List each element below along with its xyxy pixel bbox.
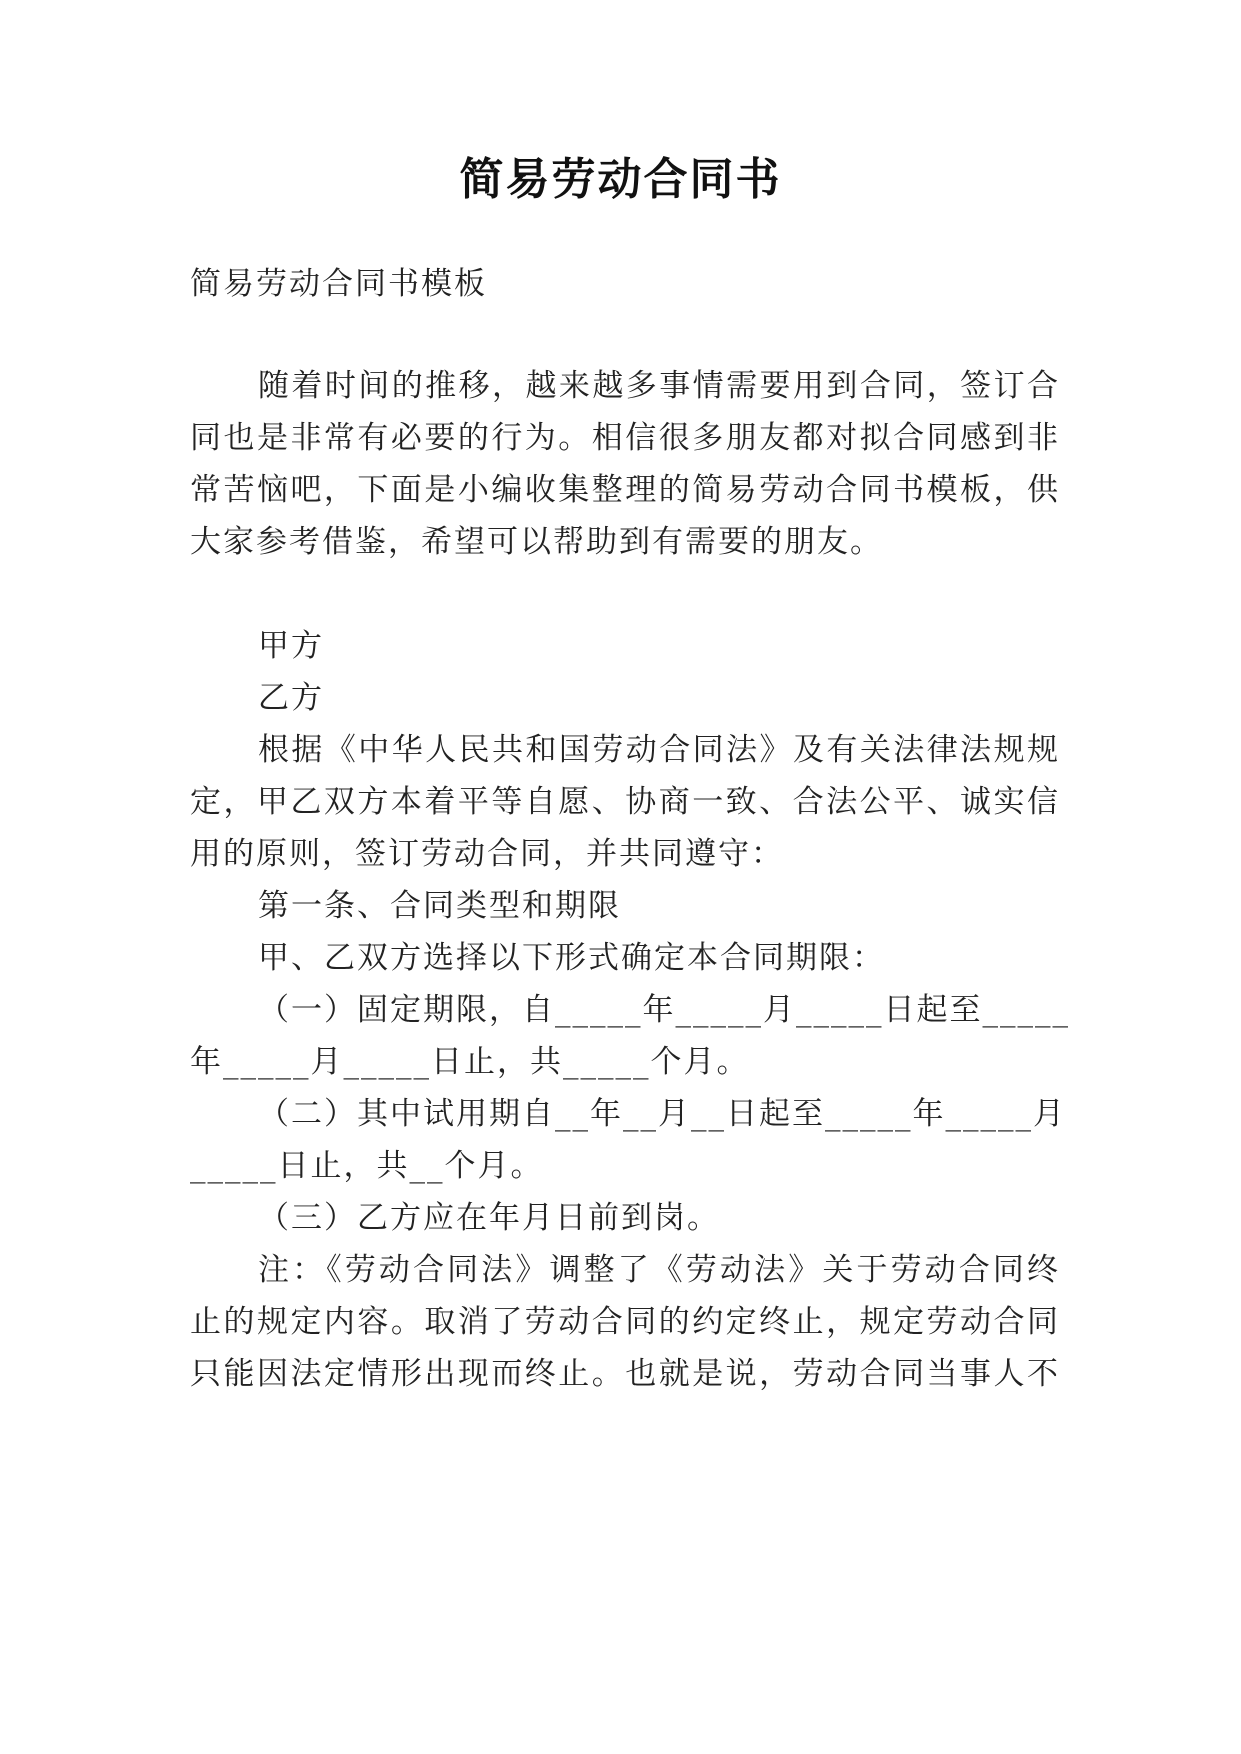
intro-line-4: 大家参考借鉴，希望可以帮助到有需要的朋友。 <box>190 524 883 560</box>
party-a-label: 甲方 <box>258 628 324 664</box>
clause-2-line-1: （二）其中试用期自__年__月__日起至_____年_____月 <box>258 1096 1066 1132</box>
clause-3: （三）乙方应在年月日前到岗。 <box>258 1200 720 1236</box>
basis-line-3: 用的原则，签订劳动合同，并共同遵守： <box>190 836 784 872</box>
clause-1-line-1: （一）固定期限，自_____年_____月_____日起至_____ <box>258 992 1070 1028</box>
note-line-3: 只能因法定情形出现而终止。也就是说，劳动合同当事人不 <box>190 1356 1060 1392</box>
article-1-heading: 第一条、合同类型和期限 <box>258 888 621 924</box>
clause-1-line-2: 年_____月_____日止，共_____个月。 <box>190 1044 750 1080</box>
note-line-1: 注：《劳动合同法》调整了《劳动法》关于劳动合同终 <box>258 1252 1060 1288</box>
intro-line-1: 随着时间的推移，越来越多事情需要用到合同，签订合 <box>258 368 1060 404</box>
article-1-intro: 甲、乙双方选择以下形式确定本合同期限： <box>258 940 885 976</box>
note-line-2: 止的规定内容。取消了劳动合同的约定终止，规定劳动合同 <box>190 1304 1060 1340</box>
document-title: 简易劳动合同书 <box>459 154 782 205</box>
document-subtitle: 简易劳动合同书模板 <box>190 266 487 302</box>
intro-line-2: 同也是非常有必要的行为。相信很多朋友都对拟合同感到非 <box>190 420 1060 456</box>
intro-line-3: 常苦恼吧，下面是小编收集整理的简易劳动合同书模板，供 <box>190 472 1060 508</box>
party-b-label: 乙方 <box>258 680 324 716</box>
basis-line-1: 根据《中华人民共和国劳动合同法》及有关法律法规规 <box>258 732 1060 768</box>
clause-2-line-2: _____日止，共__个月。 <box>190 1148 544 1184</box>
basis-line-2: 定，甲乙双方本着平等自愿、协商一致、合法公平、诚实信 <box>190 784 1060 820</box>
